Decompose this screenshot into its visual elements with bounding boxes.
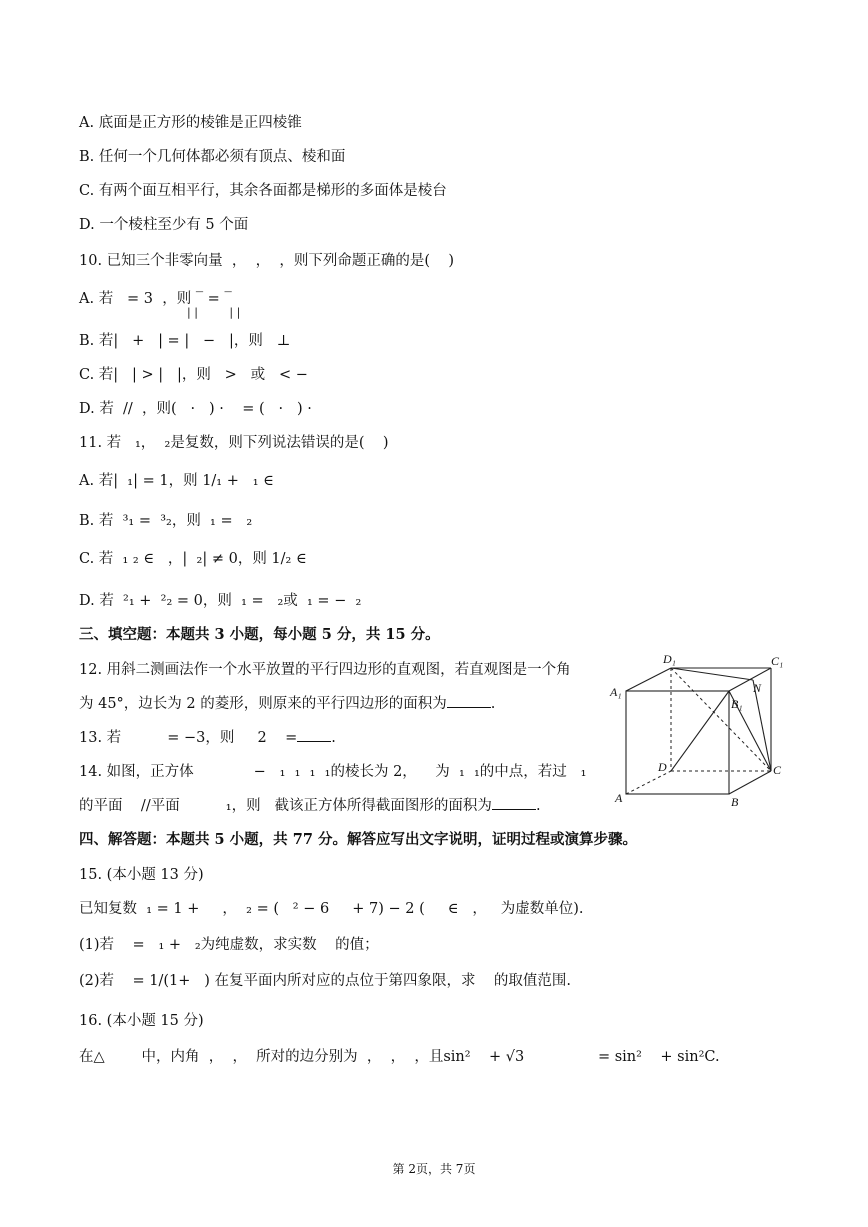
q9-option-b: B. 任何一个几何体都必须有顶点、棱和面	[79, 149, 346, 165]
q10-option-a: A. 若 = 3 ，则 ‾ = ‾	[79, 291, 232, 307]
q14-line-1: 14. 如图，正方体 − ₁ ₁ ₁ ₁的棱长为 2， 为 ₁ ₁的中点，若过 ₁	[79, 764, 587, 780]
q11-option-d: D. 若 ²₁ + ²₂ = 0，则 ₁ = ₂或 ₁ = − ₂	[79, 593, 362, 609]
cube-figure	[605, 650, 795, 810]
label-a: A	[615, 791, 623, 805]
q10-option-a-denominators: | | | |	[187, 306, 241, 319]
label-n: N	[753, 681, 762, 695]
q11-option-c: C. 若 ₁ ₂ ∈ ，| ₂| ≠ 0，则 1/₂ ∈	[79, 551, 307, 567]
q12-end: .	[490, 696, 496, 712]
label-d: D	[658, 760, 667, 774]
q16-title: 16. (本小题 15 分)	[79, 1013, 204, 1029]
q14-answer-blank	[492, 797, 536, 810]
page-footer: 第 2页，共 7页	[392, 1162, 476, 1176]
q10-option-c: C. 若| | > | |，则 > 或 < −	[79, 367, 308, 383]
q13-text: 13. 若 = −3，则 2 =	[79, 730, 298, 746]
q10-option-d: D. 若 // ，则( · ) · = ( · ) ·	[79, 401, 312, 417]
label-d1: D₁	[663, 652, 676, 666]
q11-option-b: B. 若 ³₁ = ³₂，则 ₁ = ₂	[79, 513, 253, 529]
edge-a1-d1	[626, 668, 671, 691]
cube-front-face	[626, 691, 729, 794]
q14-end: .	[535, 798, 541, 814]
q12-answer-blank	[447, 695, 491, 708]
q14-line-2	[79, 797, 541, 815]
label-c: C	[773, 763, 782, 777]
q15-stem: 已知复数 ₁ = 1 + ， ₂ = ( ² − 6 + 7) − 2 ( ∈ ， 为虚数单位).	[79, 901, 584, 917]
label-a1: A₁	[610, 685, 622, 699]
q9-option-a: A. 底面是正方形的棱锥是正四棱锥	[79, 115, 302, 131]
q15-part-2: (2)若 = 1/(1+ ) 在复平面内所对应的点位于第四象限，求 的取值范围.	[79, 973, 572, 989]
edge-b-c	[729, 771, 771, 794]
q11-stem: 11. 若 ₁， ₂是复数，则下列说法错误的是( )	[79, 435, 389, 451]
q16-stem: 在△ 中，内角 ， ， 所对的边分别为 ， ， ，且sin² + √3 = sin² + sin²C.	[79, 1049, 720, 1065]
line-b1-d	[671, 691, 729, 771]
q9-option-d: D. 一个棱柱至少有 5 个面	[79, 217, 249, 233]
q9-option-c: C. 有两个面互相平行，其余各面都是梯形的多面体是棱台	[79, 183, 447, 199]
q14-text: 的平面 //平面 ₁，则 截该正方体所得截面图形的面积为	[79, 798, 492, 814]
label-b: B	[731, 795, 739, 809]
label-b1: B₁	[731, 697, 743, 711]
q13-line	[79, 729, 336, 747]
q11-option-a: A. 若| ₁| = 1，则 1/₁ + ₁ ∈	[79, 473, 274, 489]
label-c1: C₁	[771, 654, 784, 668]
section-3-heading: 三、填空题：本题共 3 小题，每小题 5 分，共 15 分。	[79, 626, 440, 643]
q13-end: .	[331, 730, 336, 746]
q12-text: 为 45°，边长为 2 的菱形，则原来的平行四边形的面积为	[79, 696, 447, 712]
q10-stem: 10. 已知三个非零向量 ， ， ，则下列命题正确的是( )	[79, 253, 455, 269]
section-4-heading: 四、解答题：本题共 5 小题，共 77 分。解答应写出文字说明，证明过程或演算步骤。	[79, 831, 637, 848]
q13-answer-blank	[297, 729, 331, 742]
q12-line-2	[79, 695, 495, 713]
q15-part-1: (1)若 = ₁ + ₂为纯虚数，求实数 的值；	[79, 937, 379, 953]
q12-line-1: 12. 用斜二测画法作一个水平放置的平行四边形的直观图，若直观图是一个角	[79, 662, 571, 678]
line-d1-n	[671, 668, 753, 680]
hidden-edge-a-d	[626, 771, 671, 794]
q15-title: 15. (本小题 13 分)	[79, 867, 204, 883]
q10-option-b: B. 若| + | = | − |，则 ⊥	[79, 333, 291, 349]
